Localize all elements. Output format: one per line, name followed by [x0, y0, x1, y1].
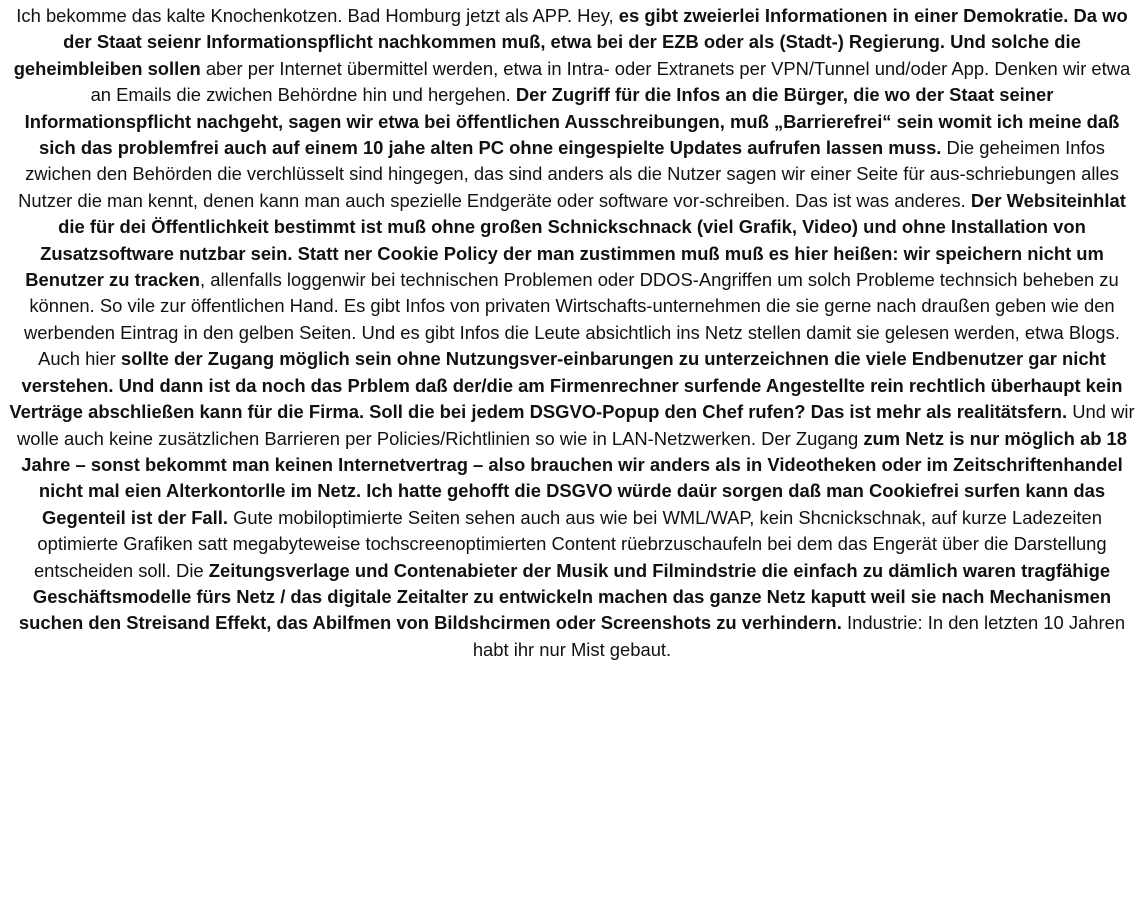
bold-text-segment: es gibt zweierlei Informationen in einer Demokratie. Da wo der Staat seienr Informationspflicht nachkommen muß, etwa bei der EZB oder als (Stadt-) Regierung. Und solche die geheimbleiben sollen: [13, 5, 1128, 79]
text-segment: , allenfalls loggenwir bei technischen Problemen oder DDOS-Angriffen um solch Probleme technsich beheben zu können. So vile zur öffentlichen Hand. Es gibt Infos von privaten Wirtschafts-unternehmen die sie gerne nach draußen geben wie den werbenden Eintrag in den gelben Seiten. Und es gibt Infos die Leute absichtlich ins Netz stellen damit sie gelesen werden, etwa Blogs. Auch hier: [24, 269, 1120, 370]
text-segment: Ich bekomme das kalte Knochenkotzen. Bad Homburg jetzt als APP. Hey,: [16, 5, 619, 26]
bold-text-segment: Zeitungsverlage und Contenabieter der Musik und Filmindstrie die einfach zu dämlich waren tragfähige Geschäftsmodelle fürs Netz / das digitale Zeitalter zu entwickeln machen das ganze Netz kaputt weil sie nach Mechanismen suchen den Streisand Effekt, das Abilfmen von Bildshcirmen oder Screenshots zu verhindern.: [18, 559, 1112, 634]
text-segment: Industrie: In den letzten 10 Jahren habt ihr nur Mist gebaut.: [472, 612, 1126, 660]
bold-text-segment: Der Zugriff für die Infos an die Bürger, die wo der Staat seiner Informationspflicht nachgeht, sagen wir etwa bei öffentlichen Ausschreibungen, muß „Barrierefrei“ sein womit ich meine daß sich das problemfrei auch auf einem 10 jahe alten PC ohne eingespielte Updates aufrufen lassen muss.: [24, 84, 1120, 159]
document-paragraph: [8, 3, 1136, 663]
text-segment: Die geheimen Infos zwichen den Behörden die verchlüsselt sind hingegen, das sind anders als die Nutzer sagen wir einer Seite für aus-schriebungen alles Nutzer die man kennt, denen kann man auch spezielle Endgeräte oder software vor-schreiben. Das ist was anderes.: [18, 137, 1119, 211]
bold-text-segment: zum Netz is nur möglich ab 18 Jahre – sonst bekommt man keinen Internetvertrag – also brauchen wir anders als in Videotheken oder im Zeitschriftenhandel nicht mal eien Alterkontorlle im Netz. Ich hatte gehofft die DSGVO würde daür sorgen daß man Cookiefrei surfen kann das Gegenteil ist der Fall.: [21, 427, 1128, 528]
text-segment: Und wir wolle auch keine zusätzlichen Barrieren per Policies/Richtlinien so wie in LAN-Netzwerken. Der Zugang: [16, 401, 1135, 449]
text-segment: Gute mobiloptimierte Seiten sehen auch aus wie bei WML/WAP, kein Shcnickschnak, auf kurze Ladezeiten optimierte Grafiken satt megabyteweise tochscreenoptimierten Content rüebrzuschaufeln bei dem das Engerät über die Darstellung entscheiden soll. Die: [33, 506, 1107, 581]
text-segment: aber per Internet übermittel werden, etwa in Intra- oder Extranets per VPN/Tunnel und/oder App. Denken wir etwa an Emails die zwichen Behördne hin und hergehen.: [90, 57, 1131, 106]
bold-text-segment: sollte der Zugang möglich sein ohne Nutzungsver-einbarungen zu unterzeichnen die viele Endbenutzer gar nicht verstehen. Und dann ist da noch das Prblem daß der/die am Firmenrechner surfende Angestellte rein rechtlich überhaupt kein Verträge abschließen kann für die Firma. Soll die bei jedem DSGVO-Popup den Chef rufen? Das ist mehr als realitätsfern.: [9, 348, 1123, 423]
bold-text-segment: Der Websiteinhlat die für dei Öffentlichkeit bestimmt ist muß ohne großen Schnickschnack (viel Grafik, Video) und ohne Installation von Zusatzsoftware nutzbar sein. Statt ner Cookie Policy der man zustimmen muß muß es hier heißen: wir speichern nicht um Benutzer zu tracken: [25, 189, 1126, 291]
